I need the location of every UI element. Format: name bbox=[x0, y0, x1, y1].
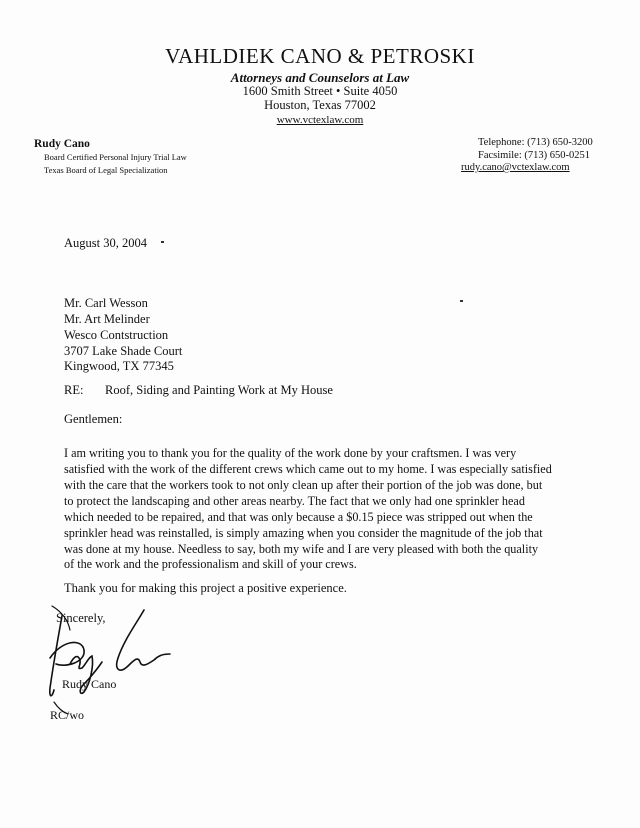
body-line: with the care that the workers took to not only clean up after their portion of the job was done, but bbox=[64, 478, 543, 492]
firm-name: VAHLDIEK CANO & PETROSKI bbox=[165, 44, 475, 68]
signer-name: Rudy Cano bbox=[62, 677, 117, 691]
firm-address-city: Houston, Texas 77002 bbox=[264, 98, 376, 112]
recipient-line: Wesco Contstruction bbox=[64, 328, 169, 342]
sender-facsimile: Facsimile: (713) 650-0251 bbox=[478, 150, 590, 161]
body-line: of the work and the professionalism and skill of your crews. bbox=[64, 557, 357, 571]
recipient-line: Mr. Art Melinder bbox=[64, 312, 150, 326]
sender-email-link[interactable]: rudy.cano@vctexlaw.com bbox=[461, 162, 570, 173]
recipient-line: Mr. Carl Wesson bbox=[64, 296, 148, 310]
firm-subtitle: Attorneys and Counselors at Law bbox=[230, 70, 410, 85]
body-line: sprinkler head was reinstalled, is simply amazing when you consider the magnitude of the job that bbox=[64, 526, 543, 540]
body-line: I am writing you to thank you for the quality of the work done by your craftsmen. I was very bbox=[64, 446, 517, 460]
salutation: Gentlemen: bbox=[64, 412, 123, 426]
body-line: was done at my house. Needless to say, both my wife and I are very pleased with both the quality bbox=[64, 542, 539, 556]
firm-website-link[interactable]: www.vctexlaw.com bbox=[276, 114, 364, 126]
recipient-line: 3707 Lake Shade Court bbox=[64, 344, 183, 358]
letter-date: August 30, 2004 bbox=[64, 236, 147, 250]
closing-thanks: Thank you for making this project a positive experience. bbox=[64, 581, 347, 595]
typist-initials: RC/wo bbox=[50, 708, 85, 722]
firm-address-street: 1600 Smith Street • Suite 4050 bbox=[242, 84, 398, 98]
body-line: which needed to be repaired, and that was only because a $0.15 piece was stripped out when the bbox=[64, 510, 533, 524]
sender-name: Rudy Cano bbox=[34, 138, 90, 150]
sender-board: Texas Board of Legal Specialization bbox=[44, 165, 168, 175]
sender-telephone: Telephone: (713) 650-3200 bbox=[478, 137, 593, 148]
body-line: satisfied with the work of the different crews which came out to my home. I was especially satisfied bbox=[64, 462, 552, 476]
subject-label: RE: bbox=[64, 383, 84, 397]
closing-phrase: Sincerely, bbox=[56, 611, 106, 625]
subject-text: Roof, Siding and Painting Work at My House bbox=[105, 383, 333, 397]
body-line: to protect the landscaping and other areas nearby. The fact that we only had one sprinkler head bbox=[64, 494, 525, 508]
scan-speck bbox=[460, 300, 463, 302]
scan-speck bbox=[161, 241, 164, 243]
sender-certification: Board Certified Personal Injury Trial Law bbox=[44, 152, 187, 162]
recipient-line: Kingwood, TX 77345 bbox=[64, 359, 174, 373]
